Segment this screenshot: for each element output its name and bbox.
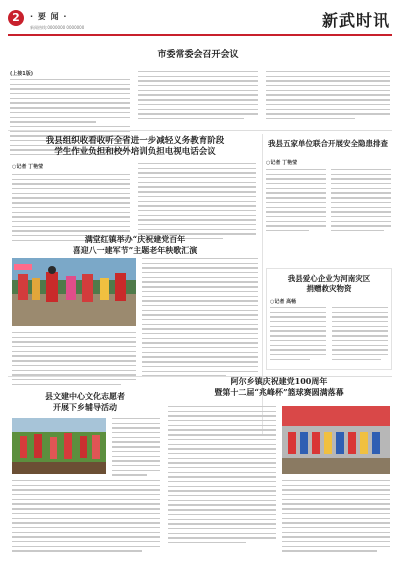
- training-headline-line-1: 我县组织收看收听全省进一步减轻义务教育阶段: [45, 136, 225, 146]
- top-article-body-col2: [138, 71, 258, 123]
- page-header: [8, 6, 392, 40]
- section-name: · 要 闻 ·: [30, 12, 68, 21]
- disaster-headline-line-1: 我县爱心企业为河南灾区: [287, 274, 371, 283]
- disaster-article-byline: ○记者 高畅: [270, 299, 297, 305]
- army-article-body-col2: [142, 258, 258, 380]
- disaster-article-headline: [270, 274, 388, 294]
- top-article-body-col3: [266, 71, 390, 123]
- army-article-body-col1: [12, 332, 136, 388]
- basketball-headline-line-2: 暨第十二届“兆峰杯”篮球赛圆满落幕: [214, 386, 344, 397]
- masthead-logo: 新武时讯: [321, 11, 390, 30]
- volunteer-article-body-col1: [112, 418, 160, 479]
- training-headline-line-2: 学生作业负担和校外培训负担电视电话会议: [54, 147, 216, 158]
- tax-article-body-col2: [331, 169, 391, 235]
- divider-1: [8, 130, 392, 131]
- tax-article-headline: 我县五家单位联合开展安全隐患排查: [268, 139, 388, 148]
- top-article-byline: (上接1版): [10, 71, 34, 77]
- army-headline-line-1: 满堂红镇举办“庆祝建党百年: [84, 234, 186, 244]
- basketball-article-body-col2: [282, 480, 390, 555]
- disaster-article-body-col1: [270, 307, 326, 363]
- disaster-article-body-col2: [332, 307, 388, 363]
- basketball-headline-line-1: 阿尔乡镇庆祝建党100周年: [230, 376, 328, 386]
- disaster-headline-line-2: 捐赠救灾物资: [306, 284, 352, 294]
- header-info: 新闻热线:0000000 0000000: [30, 25, 85, 30]
- training-article-byline: ○记者 丁艳莹: [12, 164, 44, 170]
- tax-article-byline: ○记者 丁艳莹: [266, 160, 298, 166]
- training-article-headline: [10, 136, 260, 159]
- training-article-body-col2: [138, 163, 256, 243]
- tax-article-body-col1: [266, 169, 326, 235]
- volunteer-headline-line-2: 开展下乡辅导活动: [53, 401, 117, 412]
- basketball-article-body-col1: [168, 406, 276, 547]
- newspaper-page: [8, 6, 392, 561]
- volunteer-article-body-col2: [12, 480, 160, 555]
- volunteer-dance-photo: [12, 418, 106, 474]
- army-article-headline: [10, 234, 260, 256]
- basketball-article-headline: [168, 376, 390, 398]
- basketball-team-photo: [282, 406, 390, 474]
- header-rule: [8, 34, 392, 36]
- volunteer-article-headline: [10, 391, 160, 413]
- volunteer-headline-line-1: 县文建中心文化志愿者: [45, 391, 125, 401]
- top-article-title: 市委常委会召开会议: [157, 50, 239, 60]
- page-number-badge: 2: [8, 10, 24, 26]
- yangge-dance-photo: [12, 258, 136, 326]
- army-headline-line-2: 喜迎八一建军节”主题老年秧歌汇演: [72, 244, 198, 255]
